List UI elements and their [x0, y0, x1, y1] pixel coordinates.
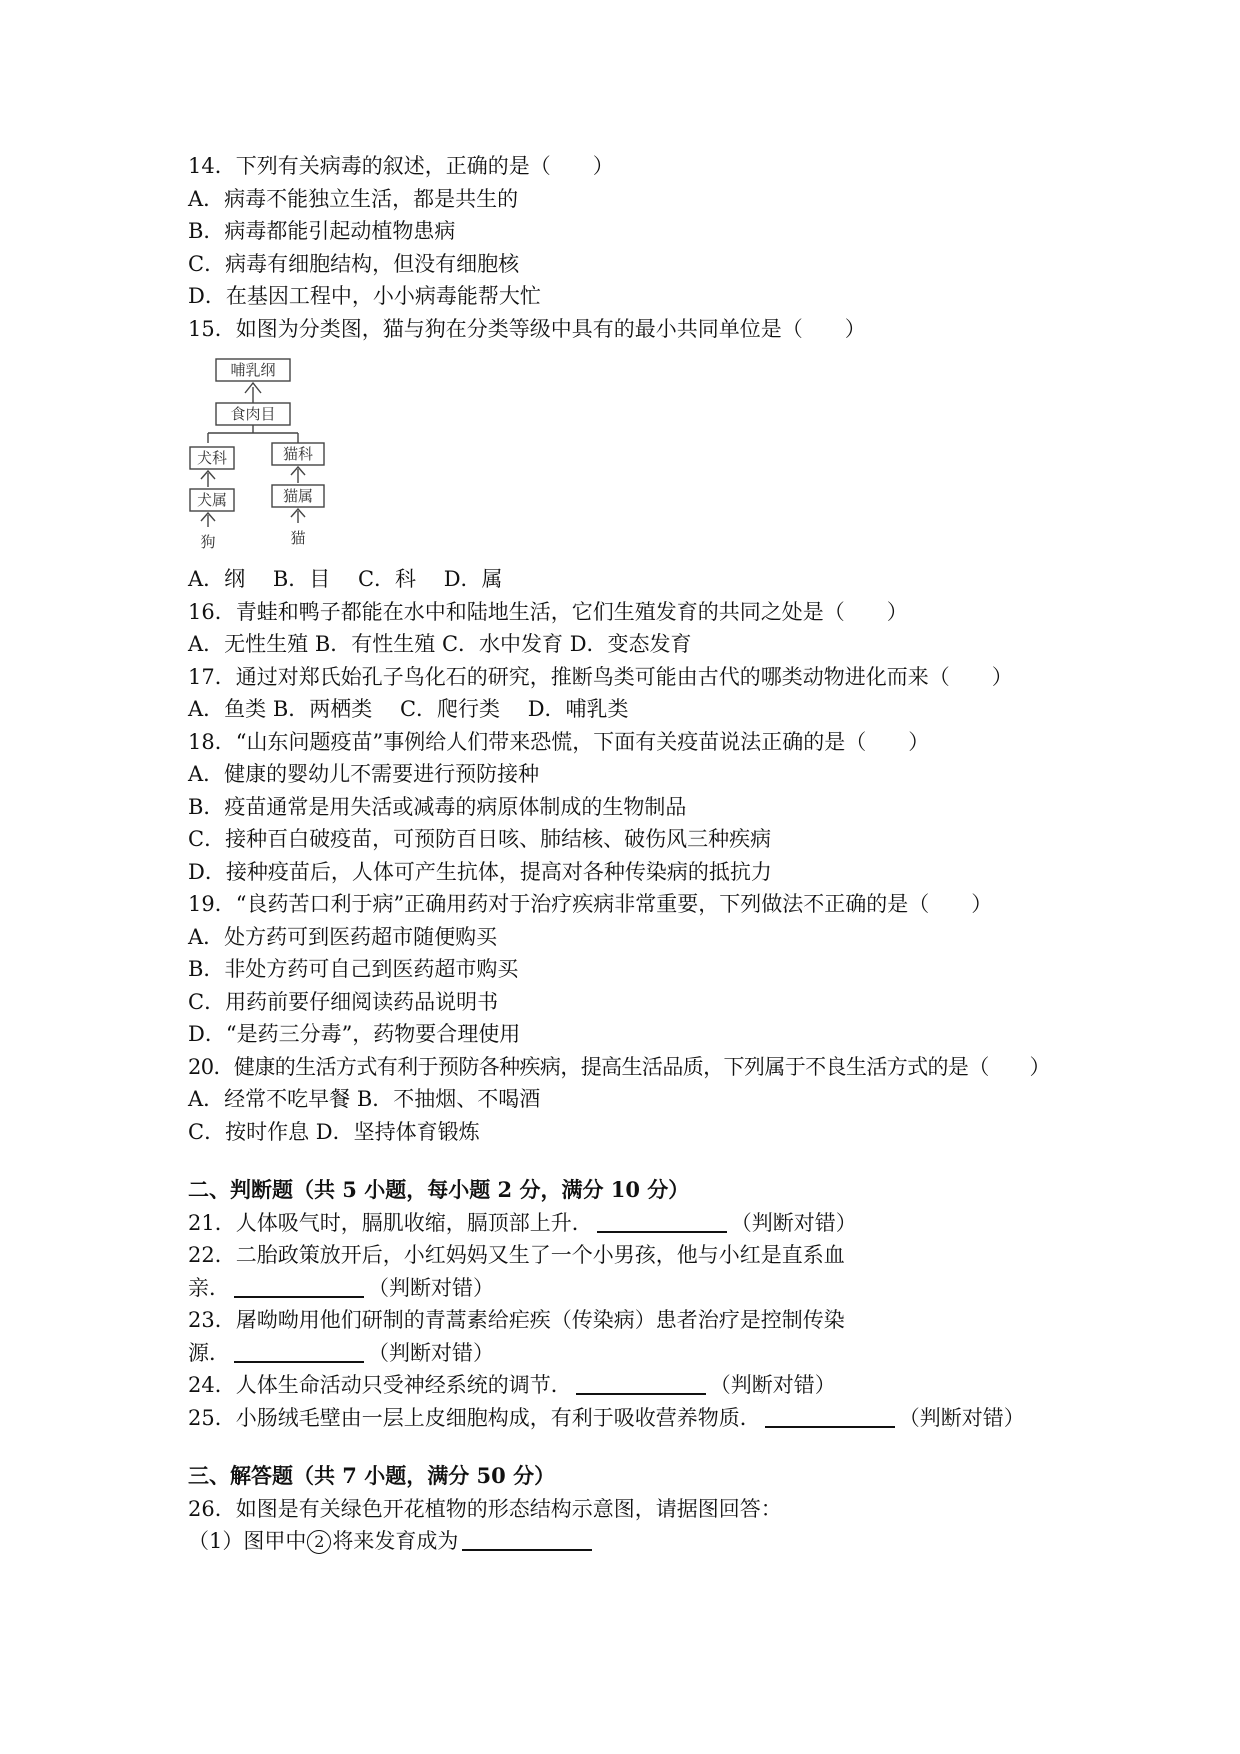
- animal-dog-label: 狗: [200, 533, 216, 551]
- arrow-cat-to-genus: [291, 509, 305, 523]
- question-22-line1: 22．二胎政策放开后，小红妈妈又生了一个小男孩，他与小红是直系血: [188, 1243, 845, 1267]
- question-26-sub-1-answer-blank[interactable]: [462, 1529, 592, 1551]
- question-21: [188, 1207, 1088, 1240]
- question-21-text: 21．人体吸气时，膈肌收缩，膈顶部上升．: [188, 1210, 593, 1235]
- question-21-suffix: （判断对错）: [730, 1210, 857, 1235]
- question-22-answer-blank[interactable]: [234, 1276, 364, 1298]
- section-gap: [188, 1148, 1088, 1174]
- question-25-answer-blank[interactable]: [765, 1406, 895, 1428]
- question-24-suffix: （判断对错）: [709, 1373, 836, 1397]
- classification-diagram-svg: [188, 355, 348, 555]
- arrow-left-genus-to-family: [201, 471, 215, 487]
- question-18-option-c: C．接种百白破疫苗，可预防百日咳、肺结核、破伤风三种疾病: [188, 827, 772, 851]
- question-22-text: 亲．: [188, 1275, 230, 1300]
- question-14-option-d: D．在基因工程中，小小病毒能帮大忙: [188, 284, 541, 308]
- question-25-text: 25．小肠绒毛壁由一层上皮细胞构成，有利于吸收营养物质．: [188, 1405, 761, 1430]
- question-17-stem: 17．通过对郑氏始孔子鸟化石的研究，推断鸟类可能由古代的哪类动物进化而来（ ）: [188, 664, 1013, 689]
- question-26-sub-1-prefix: （1）图甲中: [188, 1529, 307, 1553]
- exam-page: [188, 150, 1088, 1558]
- arrow-order-to-class: [245, 383, 261, 403]
- order-label: 食肉目: [230, 405, 276, 423]
- question-19-option-d: D．“是药三分毒”，药物要合理使用: [188, 1022, 521, 1046]
- arrow-right-genus-to-family: [291, 467, 305, 483]
- family-left-label: 犬科: [196, 449, 228, 467]
- question-22-line2: [188, 1272, 1088, 1305]
- classification-diagram: [188, 355, 1088, 555]
- question-14-option-b: B．病毒都能引起动植物患病: [188, 219, 456, 243]
- question-14-option-c: C．病毒有细胞结构，但没有细胞核: [188, 251, 520, 276]
- question-19-option-c: C．用药前要仔细阅读药品说明书: [188, 989, 499, 1014]
- question-14-stem: 14．下列有关病毒的叙述，正确的是（ ）: [188, 154, 614, 178]
- question-26-stem: 26．如图是有关绿色开花植物的形态结构示意图，请据图回答：: [188, 1496, 782, 1521]
- class-label: 哺乳纲: [230, 361, 276, 379]
- question-24-text: 24．人体生命活动只受神经系统的调节．: [188, 1373, 572, 1397]
- question-23-line2: [188, 1337, 1088, 1370]
- question-25-suffix: （判断对错）: [898, 1405, 1025, 1430]
- question-21-answer-blank[interactable]: [597, 1211, 727, 1233]
- genus-left-label: 犬属: [196, 491, 228, 509]
- question-19-stem: 19．“良药苦口利于病”正确用药对于治疗疾病非常重要，下列做法不正确的是（ ）: [188, 892, 993, 916]
- animal-cat-label: 猫: [290, 529, 306, 547]
- question-15-options: A．纲 B．目 C．科 D．属: [188, 567, 503, 591]
- question-22-suffix: （判断对错）: [368, 1275, 494, 1300]
- question-26-sub-1-suffix: 将来发育成为: [332, 1529, 459, 1553]
- question-25: [188, 1402, 1088, 1435]
- question-23-line1: 23．屠呦呦用他们研制的青蒿素给疟疾（传染病）患者治疗是控制传染: [188, 1308, 845, 1332]
- question-16-options: A．无性生殖 B．有性生殖 C．水中发育 D．变态发育: [188, 632, 692, 656]
- branch-lines: [208, 425, 298, 443]
- question-17-options: A．鱼类 B．两栖类 C．爬行类 D．哺乳类: [188, 697, 629, 721]
- question-24-answer-blank[interactable]: [576, 1373, 706, 1395]
- question-20-options-cd: C．按时作息 D．坚持体育锻炼: [188, 1119, 480, 1144]
- question-15-stem: 15．如图为分类图，猫与狗在分类等级中具有的最小共同单位是（ ）: [188, 316, 866, 341]
- section-2-title: 二、判断题（共 5 小题，每小题 2 分，满分 10 分）: [188, 1177, 690, 1202]
- arrow-dog-to-genus: [201, 513, 215, 527]
- question-24: [188, 1369, 1088, 1402]
- section-3-title: 三、解答题（共 7 小题，满分 50 分）: [188, 1463, 556, 1488]
- question-19-option-a: A．处方药可到医药超市随便购买: [188, 924, 498, 949]
- genus-right-label: 猫属: [282, 487, 314, 505]
- question-23-suffix: （判断对错）: [368, 1340, 494, 1365]
- question-16-stem: 16．青蛙和鸭子都能在水中和陆地生活，它们生殖发育的共同之处是（ ）: [188, 599, 908, 624]
- question-20-stem: 20．健康的生活方式有利于预防各种疾病，提高生活品质，下列属于不良生活方式的是（ ）: [188, 1054, 1050, 1079]
- question-20-options-ab: A．经常不吃早餐 B．不抽烟、不喝酒: [188, 1087, 541, 1111]
- question-18-option-d: D．接种疫苗后，人体可产生抗体，提高对各种传染病的抵抗力: [188, 859, 772, 884]
- question-14-option-a: A．病毒不能独立生活，都是共生的: [188, 186, 519, 211]
- question-18-stem: 18．“山东问题疫苗”事例给人们带来恐慌，下面有关疫苗说法正确的是（ ）: [188, 729, 930, 754]
- circled-number-2: 2: [307, 1530, 331, 1554]
- question-18-option-b: B．疫苗通常是用失活或减毒的病原体制成的生物制品: [188, 794, 687, 819]
- question-23-answer-blank[interactable]: [234, 1341, 364, 1363]
- question-26-sub-1: [188, 1525, 1088, 1558]
- question-23-text: 源．: [188, 1340, 230, 1365]
- question-19-option-b: B．非处方药可自己到医药超市购买: [188, 957, 519, 981]
- section-gap-2: [188, 1434, 1088, 1460]
- family-right-label: 猫科: [282, 445, 314, 463]
- question-18-option-a: A．健康的婴幼儿不需要进行预防接种: [188, 762, 540, 786]
